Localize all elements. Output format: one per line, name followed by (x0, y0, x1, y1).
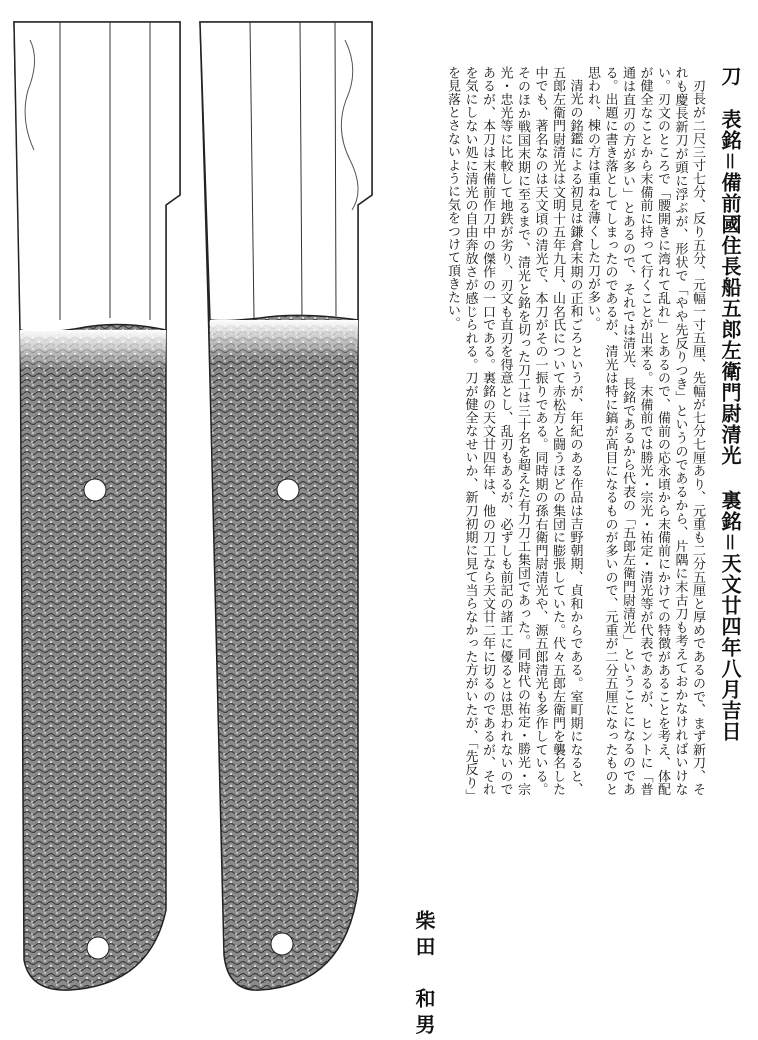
omote-inscription: 表銘＝備前國住長船五郎左衛門尉清光 (718, 108, 742, 466)
title-label: 刀 (718, 66, 742, 87)
author-name: 柴田 和男 (412, 910, 436, 1040)
article-text (392, 50, 752, 1040)
ura-rubbing (200, 22, 372, 990)
ura-inscription: 裏銘＝天文廿四年八月吉日 (718, 489, 742, 742)
body-paragraph-2: 清光の銘鑑による初見は鎌倉末期の正和ごろというが、年紀のある作品は吉野朝期、貞和からである。室町期になると、五郎左衛門尉清光は文明十五年九月、山名氏について赤松方と闘うほどの集団に膨張していた。代々五郎左衛門を襲名した中でも、著名なのは天文頃の清光で、本刀がその一振りである。同時期の孫右衛門尉清光や、源五郎清光も多作している。そのほか戦国末期に至るまで、清光と銘を切った刀工は三十名を超えた有力刀工集団であった。同時代の祐定・勝光・宗光・忠光等に比較して地鉄が劣り、刃文も直刃を得意とし、乱刃もあるが、必ずしも前記の諸工に優るとは思われないのであるが、本刀は末備前作刀中の傑作の一口である。裏銘の天文廿四年は、他の刀工なら天文廿二年に切るのであるが、それを気にしない処に清光の自由奔放さが感じられる。刀が健全なせいか、新刀初期に見て当らなかった方がいたが、「先反り」を見落とさないように気をつけて頂きたい。 (445, 66, 583, 796)
omote-rubbing (14, 22, 180, 990)
article-body (396, 66, 706, 796)
article-title (718, 66, 742, 742)
body-paragraph-1: 刃長が二尺三寸七分、反り五分、元幅一寸五厘、先幅が七分七厘あり、元重も二分五厘と厚めであるので、まず新刀、それも慶長新刀が頭に浮ぶが、形状で「やや先反りつき」というのであるから、片隅に末古刀も考えておかなければいけない。刃文のところで「腰開きに湾れて乱れ」とあるので、備前の応永頃から末備前にかけての特徴があることを考え、体配が健全なことから末備前に持って行くことが出来る。末備前では勝光・宗光・祐定・清光等が代表であるが、ヒントに「普通は直刃の方が多い」とあるので、それでは清光、長銘であるから代表の「五郎左衛門尉清光」ということになるのである。出題に書き落としてしまったのであるが、清光は特に鎬が高目になるものが多いので、元重が二分五厘になったものと思われ、棟の方は重ねを薄くした刀が多い。 (585, 66, 705, 796)
